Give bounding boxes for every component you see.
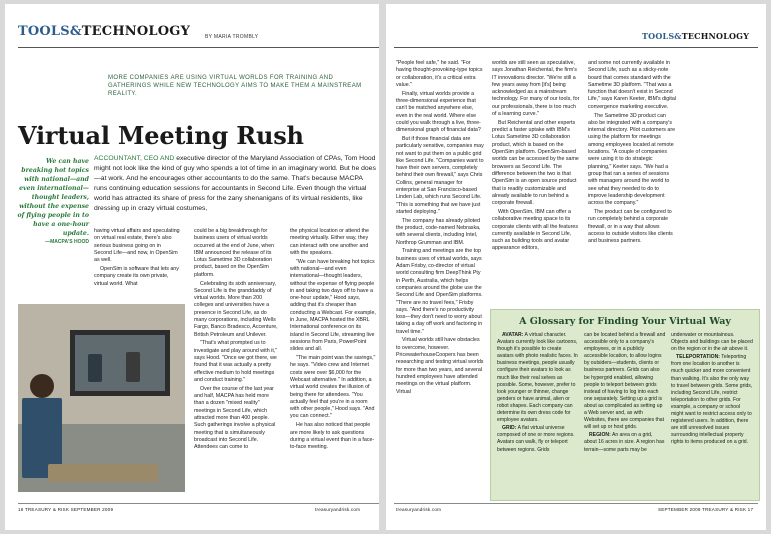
body-paragraph: "That's what prompted us to investigate and play around with it," says Hood. "Once we got there, we found that it was actually a pretty effective medium to hold meetings and conduct training." — [194, 340, 278, 383]
folio-right: SEPTEMBER 2009 TREASURY & RISK 17 — [658, 507, 754, 512]
folio-left: 16 TREASURY & RISK SEPTEMBER 2009 — [18, 507, 114, 512]
headline: Virtual Meeting Rush — [18, 121, 304, 150]
footer-divider — [394, 503, 758, 504]
section-amp: & — [674, 31, 682, 41]
photo-table — [48, 464, 158, 482]
body-paragraph: The Sametime 3D product can also be integrated with a company's internal directory. Pilot customers are using the platform for meetings among employees located at remote locations. "A couple of companies were using it to do strategic planning," Keeter says. "We had a group that ran a series of sessions with managers around the world to see what they needed to do to improve leadership development across the company." — [588, 112, 676, 207]
photo-avatar-head — [30, 374, 54, 398]
header-divider — [18, 47, 379, 48]
lede-text: executive director of the Maryland Association of CPAs, Tom Hood might not look like the kind of guy who spends a lot of time in an imaginary world. But he does—at work. And he encourages other accountants to do the same. That's because MACPA runs continuing education sessions for accountants in Second Life. Even though the virtual world has attracted its share of press for the zany shenanigans of its virtual residents, like dressing up in crazy virtual costumes, — [94, 155, 376, 212]
body-paragraph: The company has already piloted the product, code-named Nebraska, with several clients, including Intel, Northrop Grumman and IBM. — [396, 217, 481, 246]
folio-url: treasuryandrisk.com — [315, 507, 361, 512]
body-paragraph: Finally, virtual worlds provide a three-dimensional experience that can't be matched anywhere else, even in the real world. Where else could you walk through a live, three-dimensional graph of financial data? — [396, 90, 481, 134]
section-tools: TOOLS — [642, 31, 675, 41]
section-amp: & — [69, 24, 82, 39]
article-deck: MORE COMPANIES ARE USING VIRTUAL WORLDS FOR TRAINING AND GATHERINGS WHILE NEW TECHNOLOGY AIMS TO MAKE THEM A MAINSTREAM REALITY. — [108, 75, 362, 97]
lede-paragraph — [94, 154, 377, 214]
lede-lead-in: ACCOUNTANT, CEO AND — [94, 155, 175, 162]
body-paragraph: OpenSim is software that lets any company create its own private, virtual world. What — [94, 265, 179, 287]
folio-url: treasuryandrisk.com — [396, 507, 442, 512]
glossary-definition: Teleporting from one location to another is much quicker and more convenient than walking. It's also the only way to travel between grids. Some grids, including Second Life, restrict teleportation to other grids. For example, a company or school might want to restrict access only to registered users. In addition, there are still unresolved issues surrounding intellectual property rights to items produced on a grid. — [671, 354, 753, 446]
glossary-term: TELEPORTATION: — [676, 354, 720, 361]
photo-onscreen-person-left — [88, 354, 102, 382]
body-column-2 — [492, 60, 580, 306]
glossary-entry — [497, 332, 579, 424]
body-paragraph: "We can have breaking hot topics with national—and even international—thought leaders, without the expense of flying people in and taking two days off to have a one-hour update," Hood says, adding that it's cheaper than conducting a Webcast. For example, in June, MACPA hosted the XBRL International conference on its island in Second Life, streaming live sessions from Paris, PowerPoint slides and all. — [290, 258, 376, 353]
body-paragraph: Virtual worlds still have obstacles to overcome, however. PricewaterhouseCoopers has been researching and testing virtual worlds for more than two years, and several hundred employees have attended meetings on the virtual platform. Virtual — [396, 337, 484, 395]
glossary-definition: An area on a grid, about 16 acres in size. A region has terrain—some parts may be — [584, 432, 665, 453]
section-header — [642, 31, 749, 41]
body-column-1 — [396, 60, 484, 498]
glossary-definition: A virtual character. Avatars currently look like cartoons, though it's possible to create avatars with photo realistic faces. In business meetings, people usually configure their avatars to look as much like their real selves as possible. Some, however, prefer to look younger or thinner, change genders or have animal, alien or robot shapes. Each company can determine its own dress code for employee avatars. — [497, 332, 578, 424]
pull-quote — [13, 157, 89, 247]
section-tech: TECHNOLOGY — [81, 24, 191, 39]
body-paragraph: "People feel safe," he said. "For having thought-provoking-type topics or collaboration, it's a critical extra value." — [396, 60, 483, 88]
glossary-entry — [584, 332, 666, 431]
header-divider — [394, 47, 758, 48]
body-paragraph: Celebrating its sixth anniversary, Second Life is the granddaddy of virtual worlds. More than 200 colleges and universities have a presence in Second Life, as do many corporations, including Wells Fargo, Banco Bradesco, Accenture, British Petroleum and Unilever. — [194, 280, 278, 338]
pull-quote-attribution: —MACPA'S HOOD — [45, 239, 89, 245]
body-paragraph: "The main point was the savings," he says. "Video crew and Internet costs were over $6,000 for the Webcast alternative." In addition, a virtual world creates the illusion of being there for attendees. "You actually feel that you're in a room with other people," Hood says. "And you can connect." — [290, 355, 376, 420]
glossary-box — [490, 309, 760, 501]
glossary-column-3 — [671, 332, 753, 496]
body-paragraph: Over the course of the last year and half, MACPA has held more than a dozen "mixed reality" meetings in Second Life, which attracted more than 400 people. Such gatherings involve a physical meeting that is simultaneously broadcast into Second Life. Attendees can come to — [194, 385, 276, 451]
section-tools: TOOLS — [18, 24, 70, 39]
body-paragraph: The product can be configured to run completely behind a corporate firewall, or in a way that allows access to outside visitors like clients and business partners. — [588, 208, 673, 245]
glossary-entry — [671, 332, 753, 353]
body-column-3 — [588, 60, 676, 306]
glossary-term: AVATAR: — [502, 332, 524, 338]
glossary-title: A Glossary for Finding Your Virtual Way — [519, 316, 731, 327]
body-paragraph: and some not currently available in Second Life, such as a sticky-note board that comes standard with the Sametime 3D platform. "That was a function that doesn't exist in Second Life," says Karen Keeter, IBM's digital convergence marketing executive. — [588, 60, 676, 110]
body-paragraph: Training and meetings are the top business uses of virtual worlds, says Adam Frisby, co-director of virtual world consulting firm DeepThink Pty in Perth, Australia, which helps companies around the globe use the Second Life and OpenSim platforms. "There are no travel fees," Frisby says. "And there's no productivity loss—they don't need to worry about taking a day off work and factoring in travel time." — [396, 248, 483, 335]
body-paragraph: having virtual affairs and speculating on virtual real estate, there's also serious business going on in Second Life—and now, in OpenSim as well. — [94, 228, 180, 264]
glossary-definition: can be located behind a firewall and accessible only to a company's employees, or in a publicly accessible location, to allow logins by outsiders—students, clients or business partners. Grids can also be hypergrid enabled, allowing people to teleport between grids instead of having to log into each one separately. Setting up a grid is about as complicated as setting up a Web server and, as with Websites, there are companies that will set up or host grids. — [584, 332, 666, 431]
virtual-meeting-photo — [18, 304, 185, 492]
glossary-column-2 — [584, 332, 666, 496]
photo-onscreen-person-right — [126, 352, 140, 382]
body-paragraph: With OpenSim, IBM can offer a collaborative meeting space to its corporate clients with all the features currently available in Second Life, such as building tools and avatar appearance editors, — [492, 208, 578, 252]
glossary-entry — [671, 354, 753, 446]
pull-quote-text: We can have breaking hot topics with national—and even international—thought leaders, without the expense of flying people in to have a one-hour update. — [17, 158, 89, 237]
byline: BY MARIA TROMBLY — [205, 34, 259, 40]
glossary-entry — [584, 432, 666, 453]
glossary-term: GRID: — [502, 425, 517, 432]
body-paragraph: But if those financial data are particularly sensitive, companies may not want to put them on a public grid like Second Life. "Companies want to have their own servers, completely behind their own firewall," says Chris Collins, general manager for enterprise at San Francisco-based Linden Lab, which runs Second Life. "This is something that we have just started deploying." — [396, 135, 484, 215]
glossary-definition: underwater or mountainous. Objects and buildings can be placed on the region or in the air above it. — [671, 332, 753, 353]
section-header — [18, 24, 190, 39]
footer-divider — [18, 503, 379, 504]
body-column-2 — [194, 228, 280, 508]
glossary-term: REGION: — [589, 432, 611, 439]
right-page — [386, 4, 766, 530]
body-paragraph: But Reichental and other experts predict a faster uptake with IBM's Lotus Sametime 3D collaboration product, which is based on the OpenSim platform. OpenSim-based worlds can be accessed by the same browsers as Second Life. The difference between the two is that OpenSim is an open source product that is readily customizable and already available to run behind a corporate firewall. — [492, 119, 579, 207]
body-column-1 — [94, 228, 180, 304]
glossary-definition: A flat virtual universe composed of one or more regions. Avatars can walk, fly or teleport between regions. Grids — [497, 425, 575, 453]
body-paragraph: He has also noticed that people are more likely to ask questions during a virtual event than in a face-to-face meeting. — [290, 422, 375, 451]
glossary-column-1 — [497, 332, 579, 496]
body-paragraph: could be a big breakthrough for business users of virtual worlds occurred at the end of June, when IBM announced the release of its Lotus Sametime 3D collaboration product, based on the OpenSim platform. — [194, 228, 275, 278]
glossary-entry — [497, 425, 579, 453]
body-column-3 — [290, 228, 376, 508]
body-paragraph: the physical location or attend the meeting virtually. Either way, they can interact with one another and with the speakers. — [290, 228, 369, 256]
body-paragraph: worlds are still seen as speculative, says Jonathan Reichental, the firm's IT innovations director. "We're still a few years away from [it's] being acknowledged as a mainstream technology. For many of our tools, for our professionals, there is too much of a learning curve." — [492, 60, 580, 118]
section-tech: TECHNOLOGY — [681, 31, 750, 41]
